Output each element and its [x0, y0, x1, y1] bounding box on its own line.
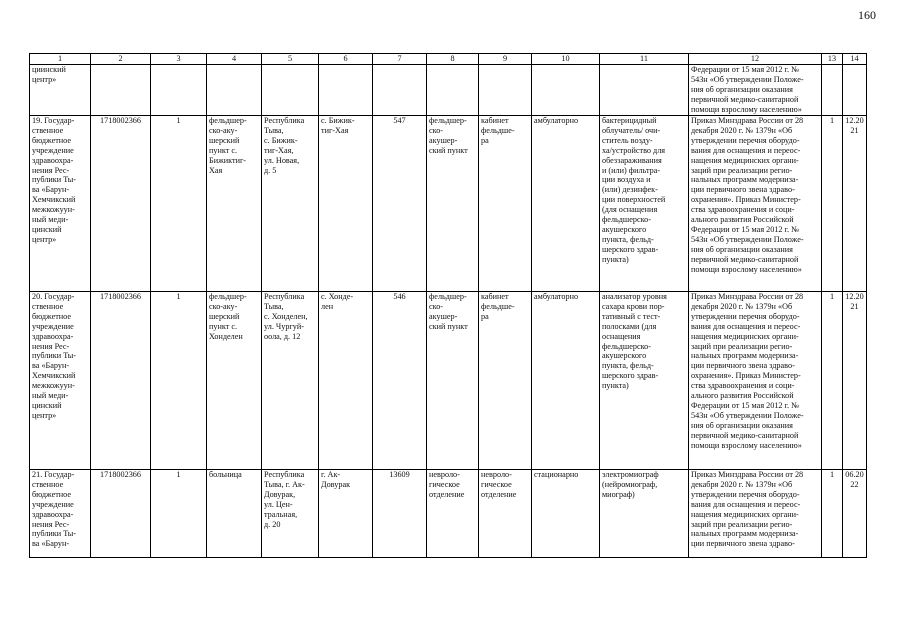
table-row — [30, 470, 867, 558]
cell-text-line: фельдшер- — [429, 116, 467, 125]
cell-text-line: шерского здрав- — [602, 244, 659, 254]
cell-text-line: гическое — [481, 479, 512, 489]
cell-text-line: Довурак, — [264, 489, 296, 499]
cell-text-line: ва «Барун- — [32, 539, 70, 549]
cell-text-line: здравоохра- — [32, 331, 74, 341]
cell-text-line: ственное — [32, 479, 64, 489]
cell-text-line: бюджетное — [32, 489, 72, 499]
cell-room — [479, 292, 532, 470]
cell-text-line: утверждении перечня оборудо- — [691, 489, 800, 499]
cell-text-line: помощи взрослому населению» — [691, 104, 802, 114]
cell-text-line: акушерского — [602, 224, 647, 234]
cell-text-line: полосками (для — [602, 321, 657, 331]
cell-legal-basis — [689, 292, 822, 470]
cell-address — [262, 292, 319, 470]
cell-text-line: вания для оснащения и переос- — [691, 145, 801, 155]
cell-text-line: тативный с тест- — [602, 311, 661, 321]
cell-text-line: вания для оснащения и переос- — [691, 321, 801, 331]
cell-text-line: шерский — [209, 135, 240, 145]
cell-text-line: ул. Чургуй- — [264, 321, 304, 331]
cell-text-line: (или) дезинфек- — [602, 185, 658, 195]
equipment-table — [29, 53, 867, 558]
cell-text-line: ственное — [32, 301, 64, 311]
cell-text-line: ха/устройство для — [602, 145, 666, 155]
column-header: 14 — [843, 54, 867, 65]
column-header: 6 — [319, 54, 373, 65]
cell-room — [479, 470, 532, 558]
column-header: 13 — [822, 54, 843, 65]
cell-text-line: центр» — [32, 410, 57, 420]
cell-text-line: заций при реализации регио- — [691, 519, 793, 529]
cell-text-line: нальных программ модерниза- — [691, 175, 799, 185]
cell-text-line: 19. Государ- — [32, 116, 75, 125]
table-row — [30, 292, 867, 470]
column-header: 4 — [207, 54, 262, 65]
cell-text-line: публики Ты- — [32, 529, 77, 539]
cell-text-line: бюджетное — [32, 311, 72, 321]
cell-text-line: Приказ Минздрава России от 28 — [691, 470, 804, 479]
cell-text-line: Хемчикский — [32, 195, 76, 205]
cell-text-line: ции первичного звена здраво- — [691, 361, 795, 371]
cell-text-line: пункта) — [602, 254, 629, 264]
cell-text-line: первичной медико-санитарной — [691, 94, 799, 104]
cell-organization — [30, 116, 91, 292]
cell-text-line: тиг-Хая, — [264, 145, 294, 155]
cell-text-line: нащения медицинских органи- — [691, 155, 799, 165]
cell-text-line: Республика — [264, 292, 305, 301]
cell-text-line: первичной медико-санитарной — [691, 254, 799, 264]
cell-text-line: ственное — [32, 125, 64, 135]
cell-care-mode — [532, 292, 600, 470]
cell-facility — [207, 116, 262, 292]
cell-text-line: ный меди- — [32, 215, 69, 225]
cell-text-line: Тыва, — [264, 125, 284, 135]
cell-text-line: ва «Барун- — [32, 361, 70, 371]
cell-text-line: пункта) — [602, 381, 629, 391]
cell-text-line: декабря 2020 г. № 1379н «Об — [691, 125, 793, 135]
cell-population: 546 — [373, 292, 427, 470]
cell-text-line: анализатор уровня — [602, 292, 667, 301]
cell-room — [479, 116, 532, 292]
cell-care-mode — [532, 116, 600, 292]
cell-text-line: межкожуун- — [32, 381, 75, 391]
cell-address — [262, 116, 319, 292]
cell-text-line: шерский — [209, 311, 240, 321]
cell-text-line: публики Ты- — [32, 351, 77, 361]
cell-text-line: фельдшер- — [209, 292, 247, 301]
cell-text-line: отделение — [429, 489, 465, 499]
cell-text-line: облучатель/ очи- — [602, 125, 661, 135]
cell-text-line: ул. Новая, — [264, 155, 300, 165]
cell-text-line: ального развития Российской — [691, 391, 794, 401]
cell-address — [262, 470, 319, 558]
cell-text-line: Хая — [209, 165, 223, 175]
column-header: 10 — [532, 54, 600, 65]
cell-text-line: нения Рес- — [32, 341, 70, 351]
cell-text-line: декабря 2020 г. № 1379н «Об — [691, 301, 793, 311]
cell-equipment — [600, 292, 689, 470]
cell-legal-basis — [689, 470, 822, 558]
cell-text-line: пункт с. — [209, 321, 238, 331]
cell-text-line: Приказ Минздрава России от 28 — [691, 116, 804, 125]
cell-text-line: ул. Цен- — [264, 499, 293, 509]
cell-text-line: 543н «Об утверждении Положе- — [691, 74, 804, 84]
cell-facility — [207, 292, 262, 470]
cell-text-line: ального развития Российской — [691, 215, 794, 225]
cell-inn: 1718002366 — [91, 116, 151, 292]
cell-text-line: помощи взрослому населению» — [691, 264, 802, 274]
cell-text-line: ный меди- — [32, 391, 69, 401]
cell-text-line: циинский — [32, 65, 66, 74]
cell-text-line: амбулаторно — [534, 116, 579, 125]
cell-text-line: Республика — [264, 470, 305, 479]
cell-text-line: фельдшерско- — [602, 341, 651, 351]
cell-text-line: охранения». Приказ Министер- — [691, 371, 801, 381]
cell-quantity: 1 — [822, 470, 843, 558]
cell-text-line: фельдше- — [481, 125, 515, 135]
cell-text-line: помощи взрослому населению» — [691, 440, 802, 450]
cell-text-line: обеззараживания — [602, 155, 662, 165]
column-header: 7 — [373, 54, 427, 65]
cell-text-line: оснащения — [602, 331, 641, 341]
cell-text-line: здравоохра- — [32, 155, 74, 165]
cell-text-line: г. Ак- — [321, 470, 341, 479]
cell-text-line: Федерации от 15 мая 2012 г. № — [691, 400, 799, 410]
cell-inn: 1718002366 — [91, 470, 151, 558]
cell-text-line: стационарно — [534, 470, 579, 479]
cell-organization — [30, 292, 91, 470]
cell-text-line: утверждении перечня оборудо- — [691, 135, 800, 145]
cell-text-line: охранения». Приказ Министер- — [691, 195, 801, 205]
cell-text-line: ский пункт — [429, 321, 468, 331]
cell-text-line: Тыва, — [264, 301, 284, 311]
cell-text-line: пункта, фельд- — [602, 234, 654, 244]
cell-text-line: ва «Барун- — [32, 185, 70, 195]
cell-text-line: пункт с. — [209, 145, 238, 155]
cell-text-line: амбулаторно — [534, 292, 579, 301]
cell-text-line: центр» — [32, 234, 57, 244]
cell-legal-basis — [689, 116, 822, 292]
cell-text-line: бактерицидный — [602, 116, 657, 125]
cell-text-line: кабинет — [481, 116, 509, 125]
cell-text-line: фельдше- — [481, 301, 515, 311]
cell-text-line: заций при реализации регио- — [691, 341, 793, 351]
cell-text-line: бюджетное — [32, 135, 72, 145]
cell-text-line: ско-аку- — [209, 301, 238, 311]
cell-text-line: шерского здрав- — [602, 371, 659, 381]
cell-text-line: ния об организации оказания — [691, 420, 793, 430]
cell-organization — [30, 470, 91, 558]
cell-text-line: 21. Государ- — [32, 470, 75, 479]
cell-text-line: фельдшерско- — [602, 215, 651, 225]
cell-population: 547 — [373, 116, 427, 292]
cell-text-line: учреждение — [32, 321, 74, 331]
cell-text-line: ский пункт — [429, 145, 468, 155]
cell-text-line: нения Рес- — [32, 165, 70, 175]
cell-text-line: цинский — [32, 224, 62, 234]
cell-text-line: ско- — [429, 301, 444, 311]
cell-count: 1 — [151, 292, 207, 470]
cell-text-line: ра — [481, 135, 489, 145]
cell-text-line: ния об организации оказания — [691, 84, 793, 94]
cell-text-line: (для оснащения — [602, 205, 658, 215]
cell-inn: 1718002366 — [91, 292, 151, 470]
cell-text-line: с. Бижик- — [264, 135, 298, 145]
cell-text-line: здравоохра- — [32, 509, 74, 519]
cell-text-line: ско-аку- — [209, 125, 238, 135]
cell-text-line: Бижиктиг- — [209, 155, 247, 165]
cell-settlement — [319, 116, 373, 292]
table-row — [30, 116, 867, 292]
cell-text-line: Хемчикский — [32, 371, 76, 381]
cell-text-line: гическое — [429, 479, 460, 489]
cell-text-line: ра — [481, 311, 489, 321]
column-number-row — [30, 54, 867, 65]
cell-text-line: кабинет — [481, 292, 509, 301]
cell-text-line: миограф) — [602, 489, 635, 499]
cell-unit — [427, 116, 479, 292]
cell-text-line: нащения медицинских органи- — [691, 509, 799, 519]
cell-care-mode — [532, 470, 600, 558]
cell-text-line: фельдшер- — [209, 116, 247, 125]
cell-text-line: и (или) фильтра- — [602, 165, 661, 175]
cell-text-line: д. 5 — [264, 165, 277, 175]
cell-text-line: Республика — [264, 116, 305, 125]
cell-legal-basis — [689, 65, 822, 116]
column-header: 12 — [689, 54, 822, 65]
cell-text-line: учреждение — [32, 145, 74, 155]
cell-text-line: акушерского — [602, 351, 647, 361]
cell-text-line: первичной медико-санитарной — [691, 430, 799, 440]
cell-text-line: оола, д. 12 — [264, 331, 301, 341]
cell-date: 12.2021 — [843, 116, 867, 292]
cell-text-line: учреждение — [32, 499, 74, 509]
cell-equipment — [600, 470, 689, 558]
cell-text-line: ститель возду- — [602, 135, 653, 145]
cell-unit — [427, 292, 479, 470]
continuation-row — [30, 65, 867, 116]
cell-quantity: 1 — [822, 116, 843, 292]
column-header: 8 — [427, 54, 479, 65]
cell-text-line: больница — [209, 470, 242, 479]
cell-text-line: ства здравоохранения и соци- — [691, 381, 795, 391]
column-header: 1 — [30, 54, 91, 65]
cell-settlement — [319, 470, 373, 558]
cell-population: 13609 — [373, 470, 427, 558]
cell-text-line: вания для оснащения и переос- — [691, 499, 801, 509]
cell-text-line: Довурак — [321, 479, 351, 489]
cell-text-line: с. Бижик- — [321, 116, 355, 125]
column-header: 11 — [600, 54, 689, 65]
column-header: 2 — [91, 54, 151, 65]
cell-text-line: 543н «Об утверждении Положе- — [691, 234, 804, 244]
cell-text-line: пункта, фельд- — [602, 361, 654, 371]
cell-text-line: невроло- — [429, 470, 460, 479]
cell-text-line: с. Хонде- — [321, 292, 354, 301]
cell-text-line: заций при реализации регио- — [691, 165, 793, 175]
cell-text-line: ции первичного звена здраво- — [691, 185, 795, 195]
page-number: 160 — [858, 8, 876, 22]
cell-organization — [30, 65, 91, 116]
cell-date: 06.2022 — [843, 470, 867, 558]
cell-text-line: нальных программ модерниза- — [691, 351, 799, 361]
cell-text-line: утверждении перечня оборудо- — [691, 311, 800, 321]
cell-text-line: Тыва, г. Ак- — [264, 479, 305, 489]
column-header: 5 — [262, 54, 319, 65]
cell-text-line: цинский — [32, 400, 62, 410]
cell-text-line: 543н «Об утверждении Положе- — [691, 410, 804, 420]
cell-text-line: ции поверхностей — [602, 195, 666, 205]
cell-text-line: тиг-Хая — [321, 125, 349, 135]
column-header: 3 — [151, 54, 207, 65]
cell-text-line: акушер- — [429, 135, 458, 145]
cell-text-line: центр» — [32, 74, 57, 84]
cell-text-line: Федерации от 15 мая 2012 г. № — [691, 65, 799, 74]
cell-quantity: 1 — [822, 292, 843, 470]
cell-text-line: нальных программ модерниза- — [691, 529, 799, 539]
cell-count: 1 — [151, 116, 207, 292]
cell-text-line: ции воздуха и — [602, 175, 651, 185]
cell-text-line: ния об организации оказания — [691, 244, 793, 254]
cell-date: 12.2021 — [843, 292, 867, 470]
cell-text-line: нения Рес- — [32, 519, 70, 529]
cell-count: 1 — [151, 470, 207, 558]
cell-text-line: тральная, — [264, 509, 298, 519]
cell-text-line: декабря 2020 г. № 1379н «Об — [691, 479, 793, 489]
cell-text-line: с. Хонделен, — [264, 311, 308, 321]
cell-text-line: (нейромиограф, — [602, 479, 658, 489]
cell-equipment — [600, 116, 689, 292]
cell-facility — [207, 470, 262, 558]
cell-text-line: ции первичного звена здраво- — [691, 539, 795, 549]
cell-text-line: ства здравоохранения и соци- — [691, 205, 795, 215]
cell-unit — [427, 470, 479, 558]
cell-text-line: акушер- — [429, 311, 458, 321]
cell-text-line: ско- — [429, 125, 444, 135]
cell-text-line: 20. Государ- — [32, 292, 75, 301]
cell-text-line: публики Ты- — [32, 175, 77, 185]
cell-text-line: Приказ Минздрава России от 28 — [691, 292, 804, 301]
cell-text-line: лен — [321, 301, 334, 311]
cell-text-line: нащения медицинских органи- — [691, 331, 799, 341]
cell-text-line: электромиограф — [602, 470, 659, 479]
column-header: 9 — [479, 54, 532, 65]
cell-text-line: д. 20 — [264, 519, 281, 529]
cell-text-line: сахара крови пор- — [602, 301, 665, 311]
cell-text-line: фельдшер- — [429, 292, 467, 301]
cell-text-line: Федерации от 15 мая 2012 г. № — [691, 224, 799, 234]
cell-text-line: невроло- — [481, 470, 512, 479]
cell-settlement — [319, 292, 373, 470]
cell-text-line: Хонделен — [209, 331, 243, 341]
cell-text-line: отделение — [481, 489, 517, 499]
cell-text-line: межкожуун- — [32, 205, 75, 215]
